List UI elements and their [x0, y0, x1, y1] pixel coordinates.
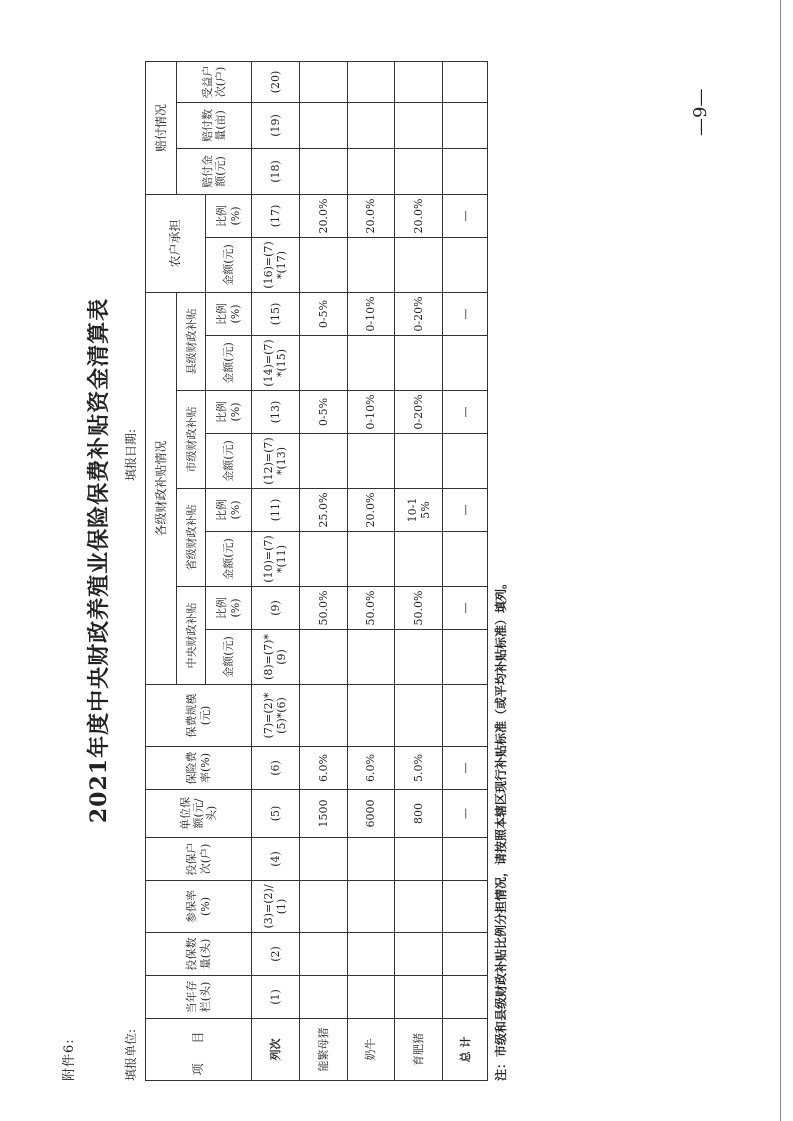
- premium-rate-cell: 6.0%: [299, 747, 347, 790]
- header-municipal-ratio: 比例(%): [206, 391, 252, 434]
- col-index-9: (9): [252, 587, 300, 630]
- header-municipal: 市级财政补贴: [177, 391, 206, 489]
- total-row: [443, 61, 488, 1080]
- farmer-ratio-cell: 20.0%: [299, 194, 347, 237]
- central-ratio-cell: 50.0%: [395, 587, 443, 630]
- col-index-17: (17): [252, 194, 300, 237]
- col-index-13: (13): [252, 391, 300, 434]
- header-insured-qty: 投保数量(头): [146, 933, 252, 976]
- farmer-ratio-cell: 20.0%: [347, 194, 395, 237]
- annex-label: 附件6:: [62, 1038, 77, 1081]
- header-county-ratio: 比例(%): [206, 292, 252, 335]
- provincial-ratio-cell: 20.0%: [347, 489, 395, 532]
- row-label: 列次: [252, 1019, 300, 1081]
- col-index-12: (12)=(7)*(13): [252, 434, 300, 489]
- unit-label: 填报单位:: [124, 1028, 138, 1081]
- row-name: 能繁母猪: [299, 1019, 347, 1081]
- provincial-ratio-cell: 10-15%: [395, 489, 443, 532]
- table-row: [299, 61, 347, 1080]
- dash-cell: —: [443, 790, 488, 838]
- municipal-ratio-cell: 0-20%: [395, 391, 443, 434]
- dash-cell: —: [443, 489, 488, 532]
- central-ratio-cell: 50.0%: [347, 587, 395, 630]
- header-premium-scale: 保费规模(元): [146, 685, 252, 747]
- header-stock: 当年存栏(头): [146, 976, 252, 1019]
- header-farmer-amount: 金额(元): [206, 237, 252, 292]
- county-ratio-cell: 0-10%: [347, 292, 395, 335]
- col-index-16: (16)=(7)*(17): [252, 237, 300, 292]
- total-label: 总 计: [443, 1019, 488, 1081]
- header-unit-amount: 单位保额(元/头): [146, 790, 252, 838]
- header-county: 县级财政补贴: [177, 292, 206, 390]
- farmer-ratio-cell: 20.0%: [395, 194, 443, 237]
- header-coverage-rate: 参保率(%): [146, 881, 252, 933]
- municipal-ratio-cell: 0-5%: [299, 391, 347, 434]
- col-index-5: (5): [252, 790, 300, 838]
- header-central: 中央财政补贴: [177, 587, 206, 685]
- col-index-15: (15): [252, 292, 300, 335]
- col-index-4: (4): [252, 838, 300, 881]
- dash-cell: —: [443, 194, 488, 237]
- header-beneficiary: 受益户次(户): [177, 61, 252, 102]
- header-premium-rate: 保险费率(%): [146, 747, 252, 790]
- header-payout-qty: 赔付数量(亩): [177, 102, 252, 148]
- row-name: 育肥猪: [395, 1019, 443, 1081]
- unit-amount-cell: 1500: [299, 790, 347, 838]
- dash-cell: —: [443, 292, 488, 335]
- dash-cell: —: [443, 747, 488, 790]
- col-index-14: (14)=(7)*(15): [252, 336, 300, 391]
- unit-amount-cell: 800: [395, 790, 443, 838]
- col-index-10: (10)=(7)*(11): [252, 532, 300, 587]
- col-index-3: (3)=(2)/(1): [252, 881, 300, 933]
- header-central-amount: 金额(元): [206, 630, 252, 685]
- county-ratio-cell: 0-5%: [299, 292, 347, 335]
- header-farmer: 农户承担: [146, 194, 206, 292]
- page-number: —9—: [690, 88, 711, 136]
- premium-rate-cell: 5.0%: [395, 747, 443, 790]
- header-provincial: 省级财政补贴: [177, 489, 206, 587]
- header-central-ratio: 比例(%): [206, 587, 252, 630]
- col-index-6: (6): [252, 747, 300, 790]
- col-index-8: (8)=(7)*(9): [252, 630, 300, 685]
- unit-amount-cell: 6000: [347, 790, 395, 838]
- provincial-ratio-cell: 25.0%: [299, 489, 347, 532]
- municipal-ratio-cell: 0-10%: [347, 391, 395, 434]
- header-payout-group: 赔付情况: [146, 61, 177, 194]
- date-label: 填报日期:: [124, 428, 138, 481]
- table-row: [395, 61, 443, 1080]
- column-index-row: [252, 61, 300, 1080]
- table-row: [347, 61, 395, 1080]
- header-insured-households: 投保户次(户): [146, 838, 252, 881]
- header-farmer-ratio: 比例(%): [206, 194, 252, 237]
- header-item: 项 目: [146, 1019, 252, 1081]
- central-ratio-cell: 50.0%: [299, 587, 347, 630]
- county-ratio-cell: 0-20%: [395, 292, 443, 335]
- col-index-19: (19): [252, 102, 300, 148]
- dash-cell: —: [443, 587, 488, 630]
- col-index-18: (18): [252, 148, 300, 194]
- page-title: 2021年度中央财政养殖业保险保费补贴资金清算表: [86, 297, 112, 824]
- header-subsidy-group: 各级财政补贴情况: [146, 292, 177, 684]
- col-index-2: (2): [252, 933, 300, 976]
- premium-rate-cell: 6.0%: [347, 747, 395, 790]
- header-payout-amount: 赔付金额(元): [177, 148, 252, 194]
- header-municipal-amount: 金额(元): [206, 434, 252, 489]
- settlement-table: [145, 61, 488, 1081]
- header-provincial-amount: 金额(元): [206, 532, 252, 587]
- header-county-amount: 金额(元): [206, 336, 252, 391]
- row-name: 奶牛: [347, 1019, 395, 1081]
- col-index-20: (20): [252, 61, 300, 102]
- col-index-7: (7)=(2)*(5)*(6): [252, 685, 300, 747]
- header-provincial-ratio: 比例(%): [206, 489, 252, 532]
- col-index-11: (11): [252, 489, 300, 532]
- col-index-1: (1): [252, 976, 300, 1019]
- footnote: 注：市级和县级财政补贴比例分担情况，请按照本辖区现行补贴标准（或平均补贴标准）填列。: [494, 576, 508, 1081]
- dash-cell: —: [443, 391, 488, 434]
